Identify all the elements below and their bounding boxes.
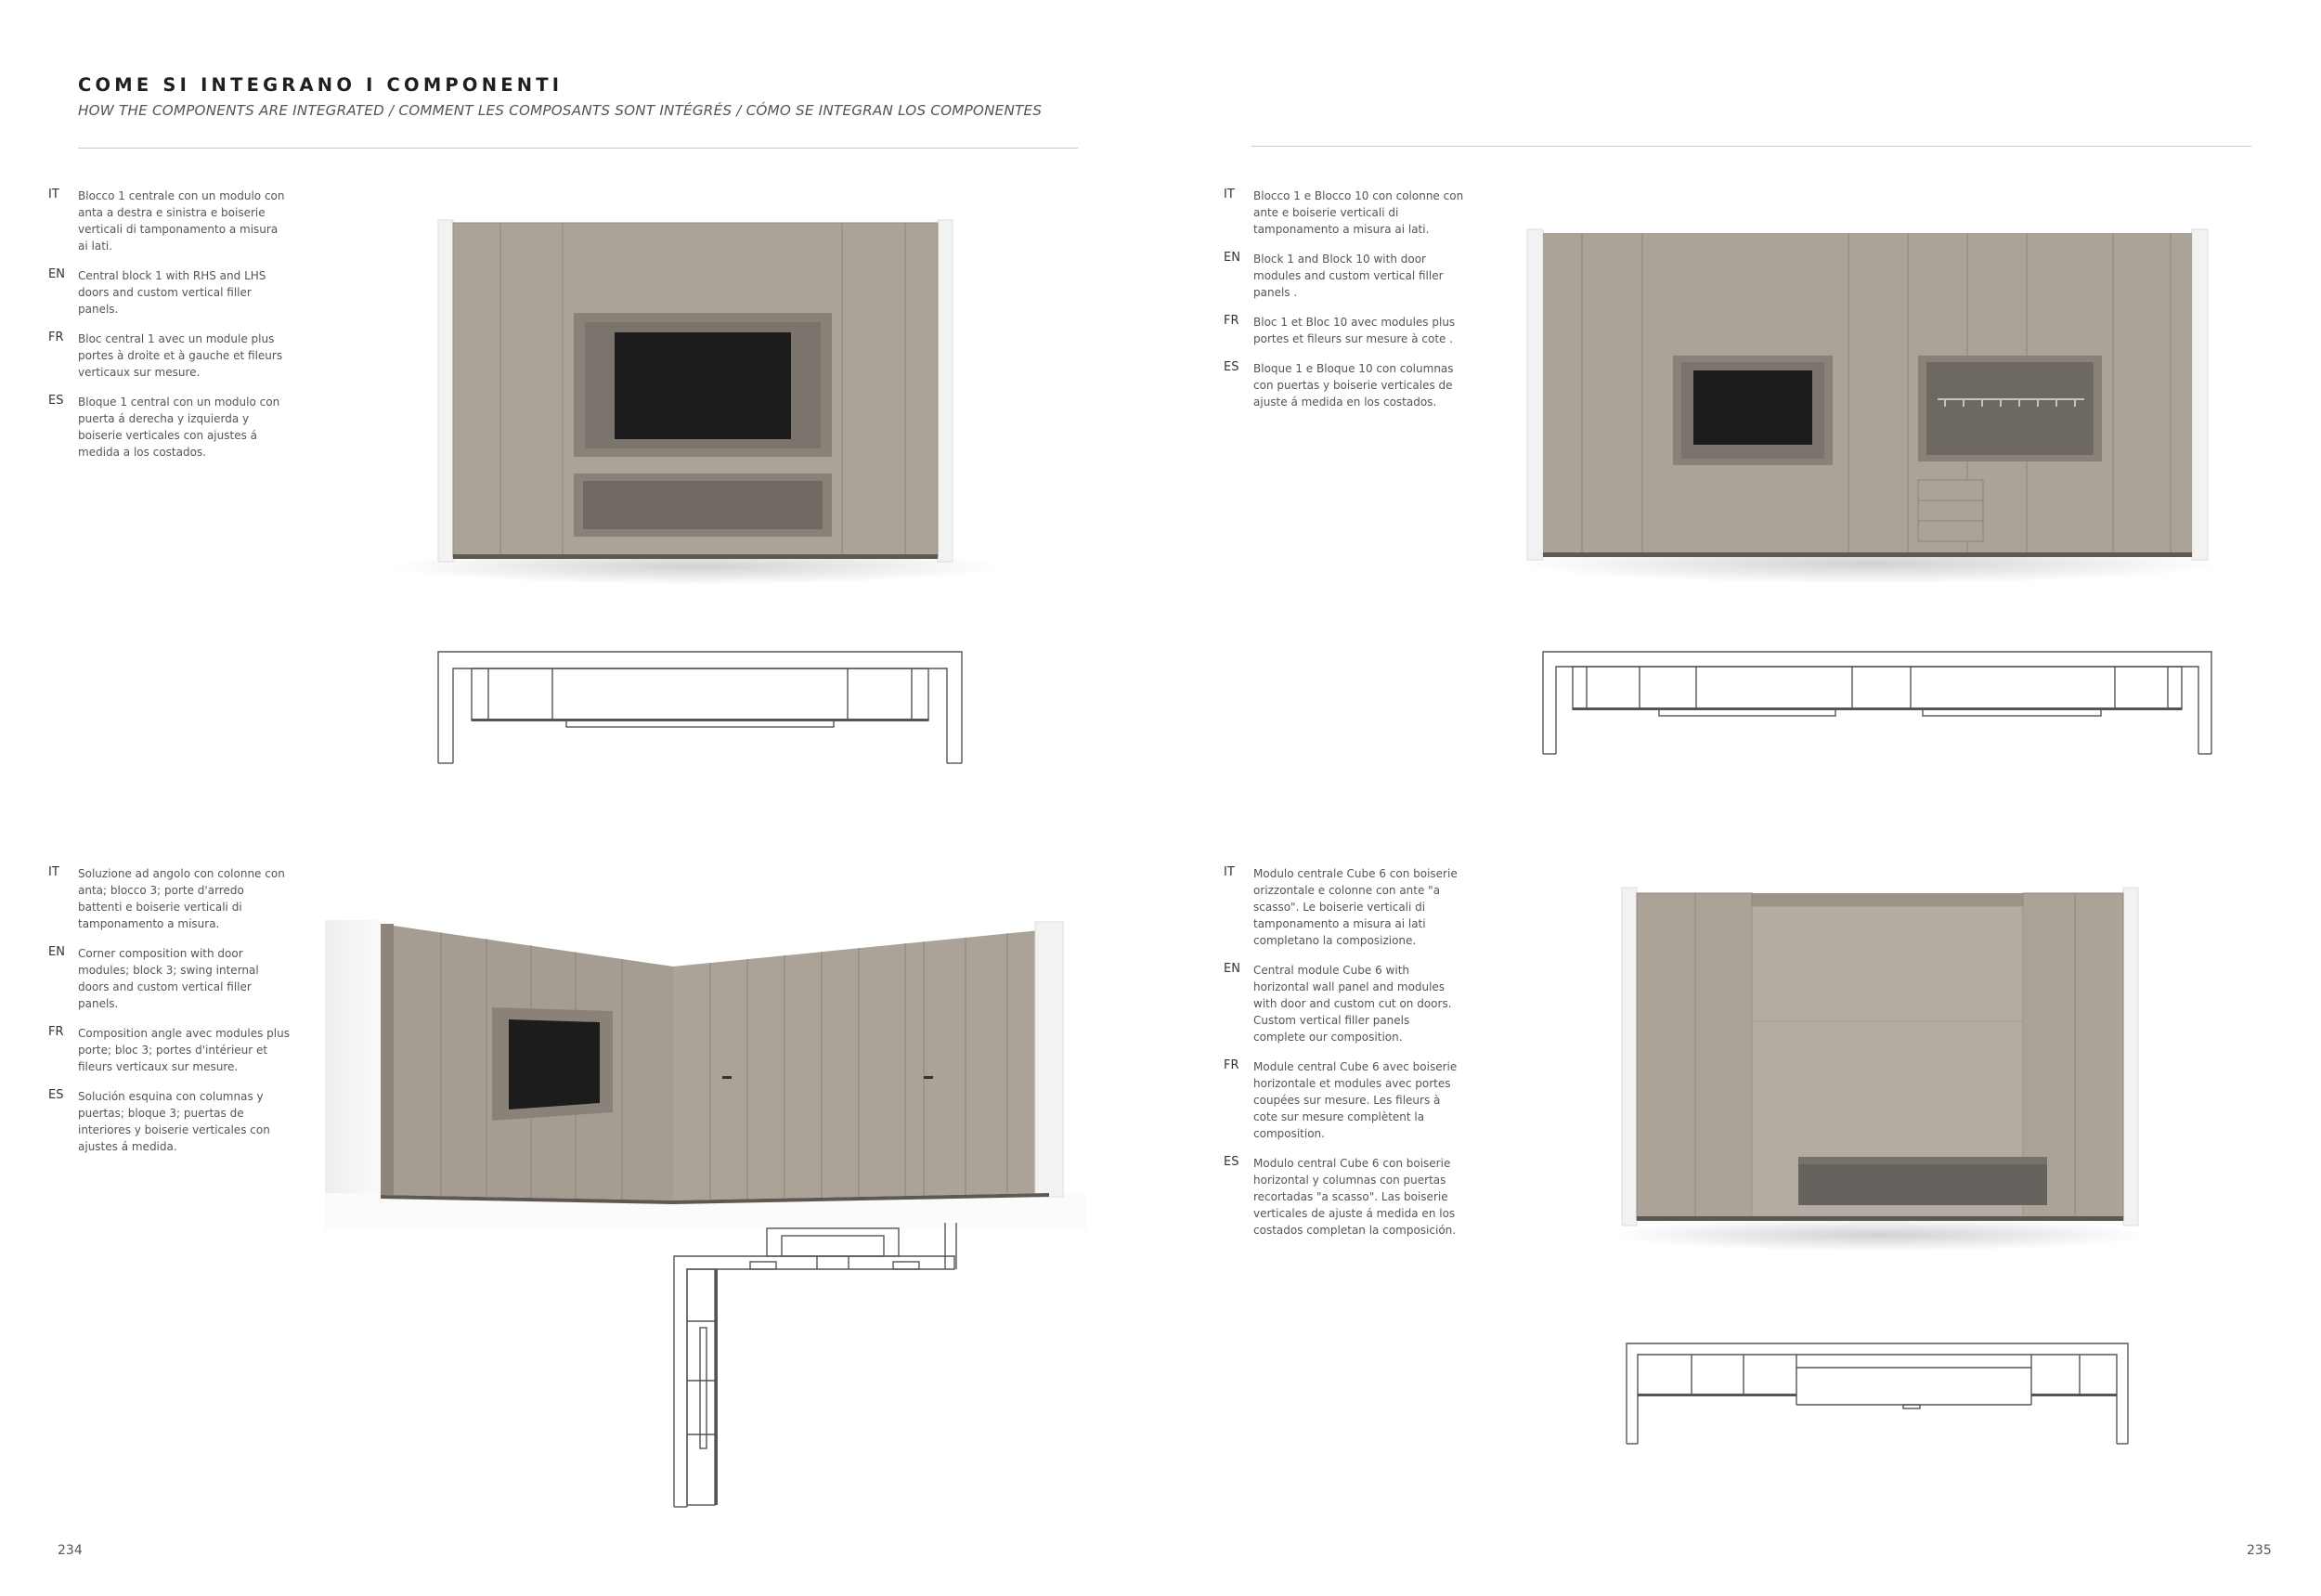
lang-code: ES bbox=[48, 394, 64, 408]
page-number-left: 234 bbox=[58, 1543, 83, 1558]
desc-it bbox=[1224, 188, 1465, 238]
desc-text: Bloc central 1 avec un module plus portes à droite et à gauche et fileurs verticaux sur mesure. bbox=[78, 332, 283, 379]
lang-code: ES bbox=[48, 1088, 64, 1102]
desc-text: Blocco 1 centrale con un modulo con anta a destra e sinistra e boiserie verticali di tamponamento a misura ai lati. bbox=[78, 189, 285, 253]
composition-2-description bbox=[1224, 188, 1465, 423]
desc-en bbox=[48, 267, 290, 318]
desc-text: Solución esquina con columnas y puertas; bloque 3; puertas de interiores y boiserie verticales con ajustes á medida. bbox=[78, 1090, 270, 1153]
desc-it bbox=[1224, 865, 1465, 949]
desc-en bbox=[48, 945, 290, 1012]
desc-text: Blocco 1 e Blocco 10 con colonne con ante e boiserie verticali di tamponamento a misura ai lati. bbox=[1253, 189, 1464, 236]
desc-fr bbox=[48, 331, 290, 381]
page-number-right: 235 bbox=[2247, 1543, 2272, 1558]
composition-3-description bbox=[48, 865, 290, 1168]
composition-2-render bbox=[1509, 209, 2233, 590]
lang-code: EN bbox=[1224, 962, 1240, 976]
desc-text: Block 1 and Block 10 with door modules and custom vertical filler panels . bbox=[1253, 253, 1444, 299]
lang-code: IT bbox=[48, 188, 59, 201]
desc-en bbox=[1224, 251, 1465, 301]
composition-4-render bbox=[1601, 882, 2159, 1253]
desc-text: Bloc 1 et Bloc 10 avec modules plus portes et fileurs sur mesure à cote . bbox=[1253, 316, 1456, 345]
lang-code: ES bbox=[1224, 1155, 1239, 1169]
desc-text: Modulo centrale Cube 6 con boiserie orizzontale e colonne con ante "a scasso". Le boiserie verticali di tamponamento a misura ai lati completano la composizione. bbox=[1253, 867, 1458, 947]
lang-code: FR bbox=[1224, 1058, 1239, 1072]
desc-fr bbox=[1224, 314, 1465, 347]
lang-code: EN bbox=[48, 267, 65, 281]
desc-text: Bloque 1 central con un modulo con puerta á derecha y izquierda y boiserie verticales con ajustes á medida a los costados. bbox=[78, 396, 280, 459]
desc-it bbox=[48, 865, 290, 932]
composition-3-render bbox=[325, 915, 1086, 1230]
lang-code: FR bbox=[48, 331, 64, 344]
desc-en bbox=[1224, 962, 1465, 1045]
lang-code: FR bbox=[48, 1025, 64, 1039]
lang-code: FR bbox=[1224, 314, 1239, 328]
header-divider-right bbox=[1251, 146, 2251, 147]
desc-es bbox=[48, 394, 290, 461]
lang-code: IT bbox=[48, 865, 59, 879]
desc-text: Soluzione ad angolo con colonne con anta; blocco 3; porte d'arredo battenti e boiserie verticali di tamponamento a misura. bbox=[78, 867, 285, 930]
desc-text: Corner composition with door modules; block 3; swing internal doors and custom vertical filler panels. bbox=[78, 947, 259, 1010]
composition-2-plan bbox=[1541, 650, 2214, 757]
desc-text: Modulo central Cube 6 con boiserie horizontal y columnas con puertas recortadas "a scasso". Las boiserie verticales de ajuste á medida en los costados completan la composición. bbox=[1253, 1157, 1457, 1237]
desc-text: Composition angle avec modules plus porte; bloc 3; portes d'intérieur et fileurs verticaux sur mesure. bbox=[78, 1027, 290, 1073]
composition-3-plan bbox=[650, 1221, 979, 1509]
desc-fr bbox=[48, 1025, 290, 1075]
header-divider-left bbox=[78, 148, 1078, 149]
composition-1-plan bbox=[436, 650, 966, 766]
page-subtitle: HOW THE COMPONENTS ARE INTEGRATED / COMMENT LES COMPOSANTS SONT INTÉGRÉS / CÓMO SE INTEGRAN LOS COMPONENTES bbox=[78, 102, 1043, 119]
desc-it bbox=[48, 188, 290, 254]
lang-code: EN bbox=[48, 945, 65, 959]
desc-text: Central block 1 with RHS and LHS doors and custom vertical filler panels. bbox=[78, 269, 266, 316]
desc-text: Module central Cube 6 avec boiserie horizontale et modules avec portes coupées sur mesure. Les fileurs à cote sur mesure complètent la composition. bbox=[1253, 1060, 1458, 1140]
desc-es bbox=[1224, 360, 1465, 410]
composition-1-description bbox=[48, 188, 290, 474]
page-title: COME SI INTEGRANO I COMPONENTI bbox=[78, 74, 564, 96]
lang-code: EN bbox=[1224, 251, 1240, 265]
desc-es bbox=[1224, 1155, 1465, 1239]
composition-1-render bbox=[381, 209, 1012, 590]
desc-text: Bloque 1 e Bloque 10 con columnas con puertas y boiserie verticales de ajuste á medida en los costados. bbox=[1253, 362, 1454, 409]
lang-code: ES bbox=[1224, 360, 1239, 374]
desc-fr bbox=[1224, 1058, 1465, 1142]
composition-4-plan bbox=[1625, 1342, 2131, 1446]
lang-code: IT bbox=[1224, 188, 1235, 201]
desc-text: Central module Cube 6 with horizontal wall panel and modules with door and custom cut on doors. Custom vertical filler panels complete our composition. bbox=[1253, 964, 1452, 1044]
composition-4-description bbox=[1224, 865, 1465, 1252]
desc-es bbox=[48, 1088, 290, 1155]
lang-code: IT bbox=[1224, 865, 1235, 879]
